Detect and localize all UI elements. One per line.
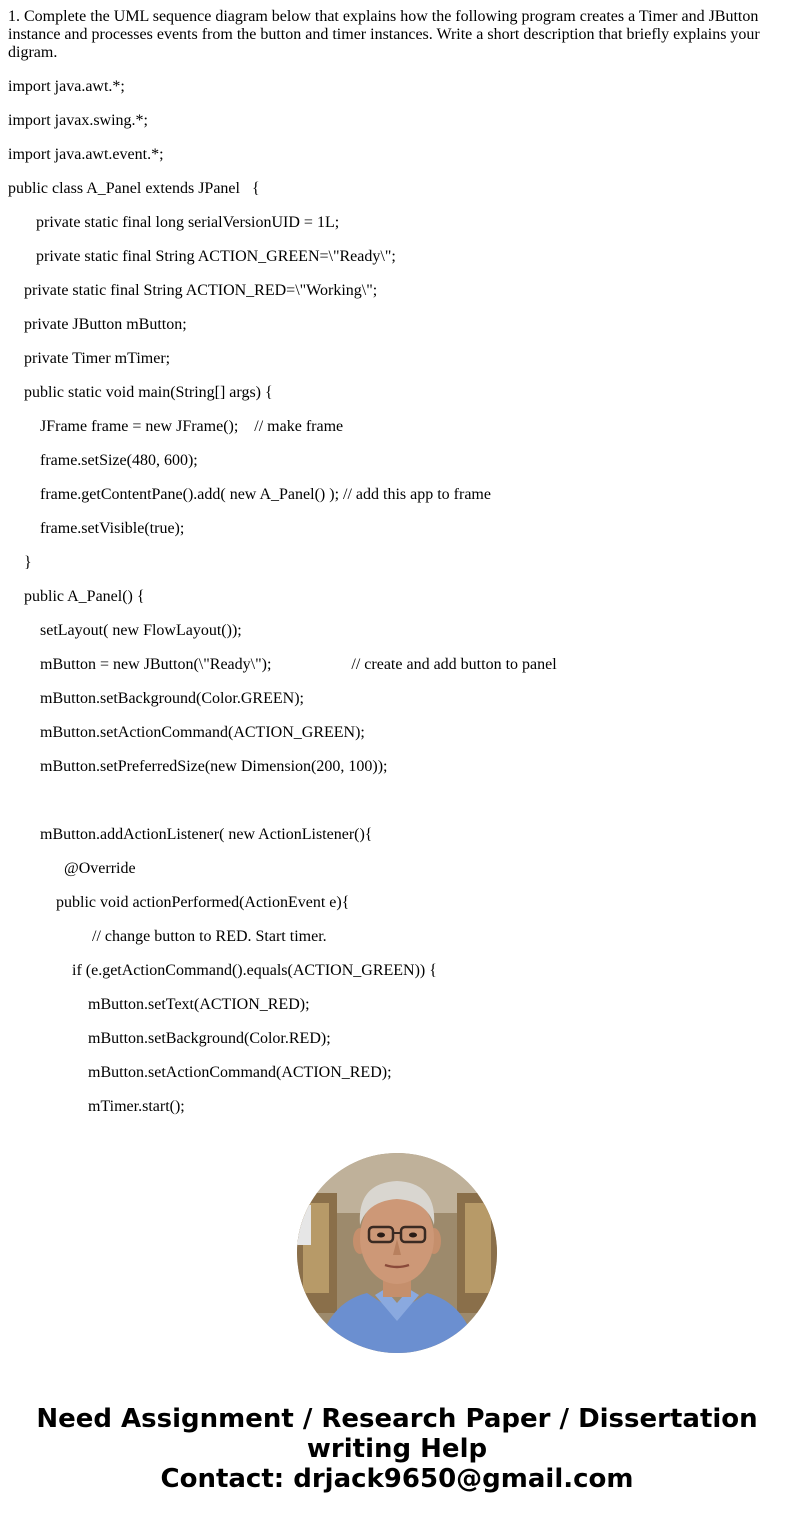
code-line: public static void main(String[] args) { — [8, 384, 273, 401]
code-line: private static final String ACTION_RED=\"Working\"; — [8, 282, 378, 299]
person-photo-icon — [297, 1153, 497, 1353]
question-text: 1. Complete the UML sequence diagram below that explains how the following program creates a Timer and JButton instance and processes events from the button and timer instances. Write a short description that briefly explains your digram. — [8, 8, 760, 61]
code-line: frame.setSize(480, 600); — [8, 452, 198, 469]
promo-contact: Contact: drjack9650@gmail.com — [160, 1464, 634, 1494]
code-line: private Timer mTimer; — [8, 350, 171, 367]
promo-line-2: writing Help — [306, 1434, 488, 1464]
code-line: mButton.setBackground(Color.GREEN); — [8, 690, 304, 707]
code-line: JFrame frame = new JFrame(); // make frame — [8, 418, 344, 435]
code-line: mButton.setText(ACTION_RED); — [8, 996, 310, 1013]
code-line: setLayout( new FlowLayout()); — [8, 622, 242, 639]
code-line: // change button to RED. Start timer. — [8, 928, 327, 945]
avatar — [297, 1153, 497, 1353]
code-line: mButton.addActionListener( new ActionListener(){ — [8, 826, 373, 843]
code-line: mButton.setBackground(Color.RED); — [8, 1030, 331, 1047]
code-line: } — [8, 554, 32, 571]
code-line: frame.setVisible(true); — [8, 520, 185, 537]
promo-banner — [0, 1404, 794, 1494]
code-line: mButton.setPreferredSize(new Dimension(200, 100)); — [8, 758, 388, 775]
code-line: public class A_Panel extends JPanel { — [8, 180, 260, 197]
code-line: private JButton mButton; — [8, 316, 187, 333]
code-line: private static final long serialVersionUID = 1L; — [8, 214, 340, 231]
code-line: import java.awt.event.*; — [8, 146, 164, 163]
code-line: mButton.setActionCommand(ACTION_GREEN); — [8, 724, 365, 741]
code-line: public void actionPerformed(ActionEvent e){ — [8, 894, 350, 911]
code-line: import javax.swing.*; — [8, 112, 148, 129]
code-line: import java.awt.*; — [8, 78, 125, 95]
code-line: mButton = new JButton(\"Ready\"); // create and add button to panel — [8, 656, 557, 673]
code-line: mTimer.start(); — [8, 1098, 185, 1115]
code-line: public A_Panel() { — [8, 588, 145, 605]
code-line: @Override — [8, 860, 136, 877]
code-line: private static final String ACTION_GREEN=\"Ready\"; — [8, 248, 396, 265]
promo-line-1: Need Assignment / Research Paper / Dissertation — [36, 1404, 758, 1434]
code-line: if (e.getActionCommand().equals(ACTION_GREEN)) { — [8, 962, 437, 979]
code-line: frame.getContentPane().add( new A_Panel() ); // add this app to frame — [8, 486, 491, 503]
code-line: mButton.setActionCommand(ACTION_RED); — [8, 1064, 392, 1081]
